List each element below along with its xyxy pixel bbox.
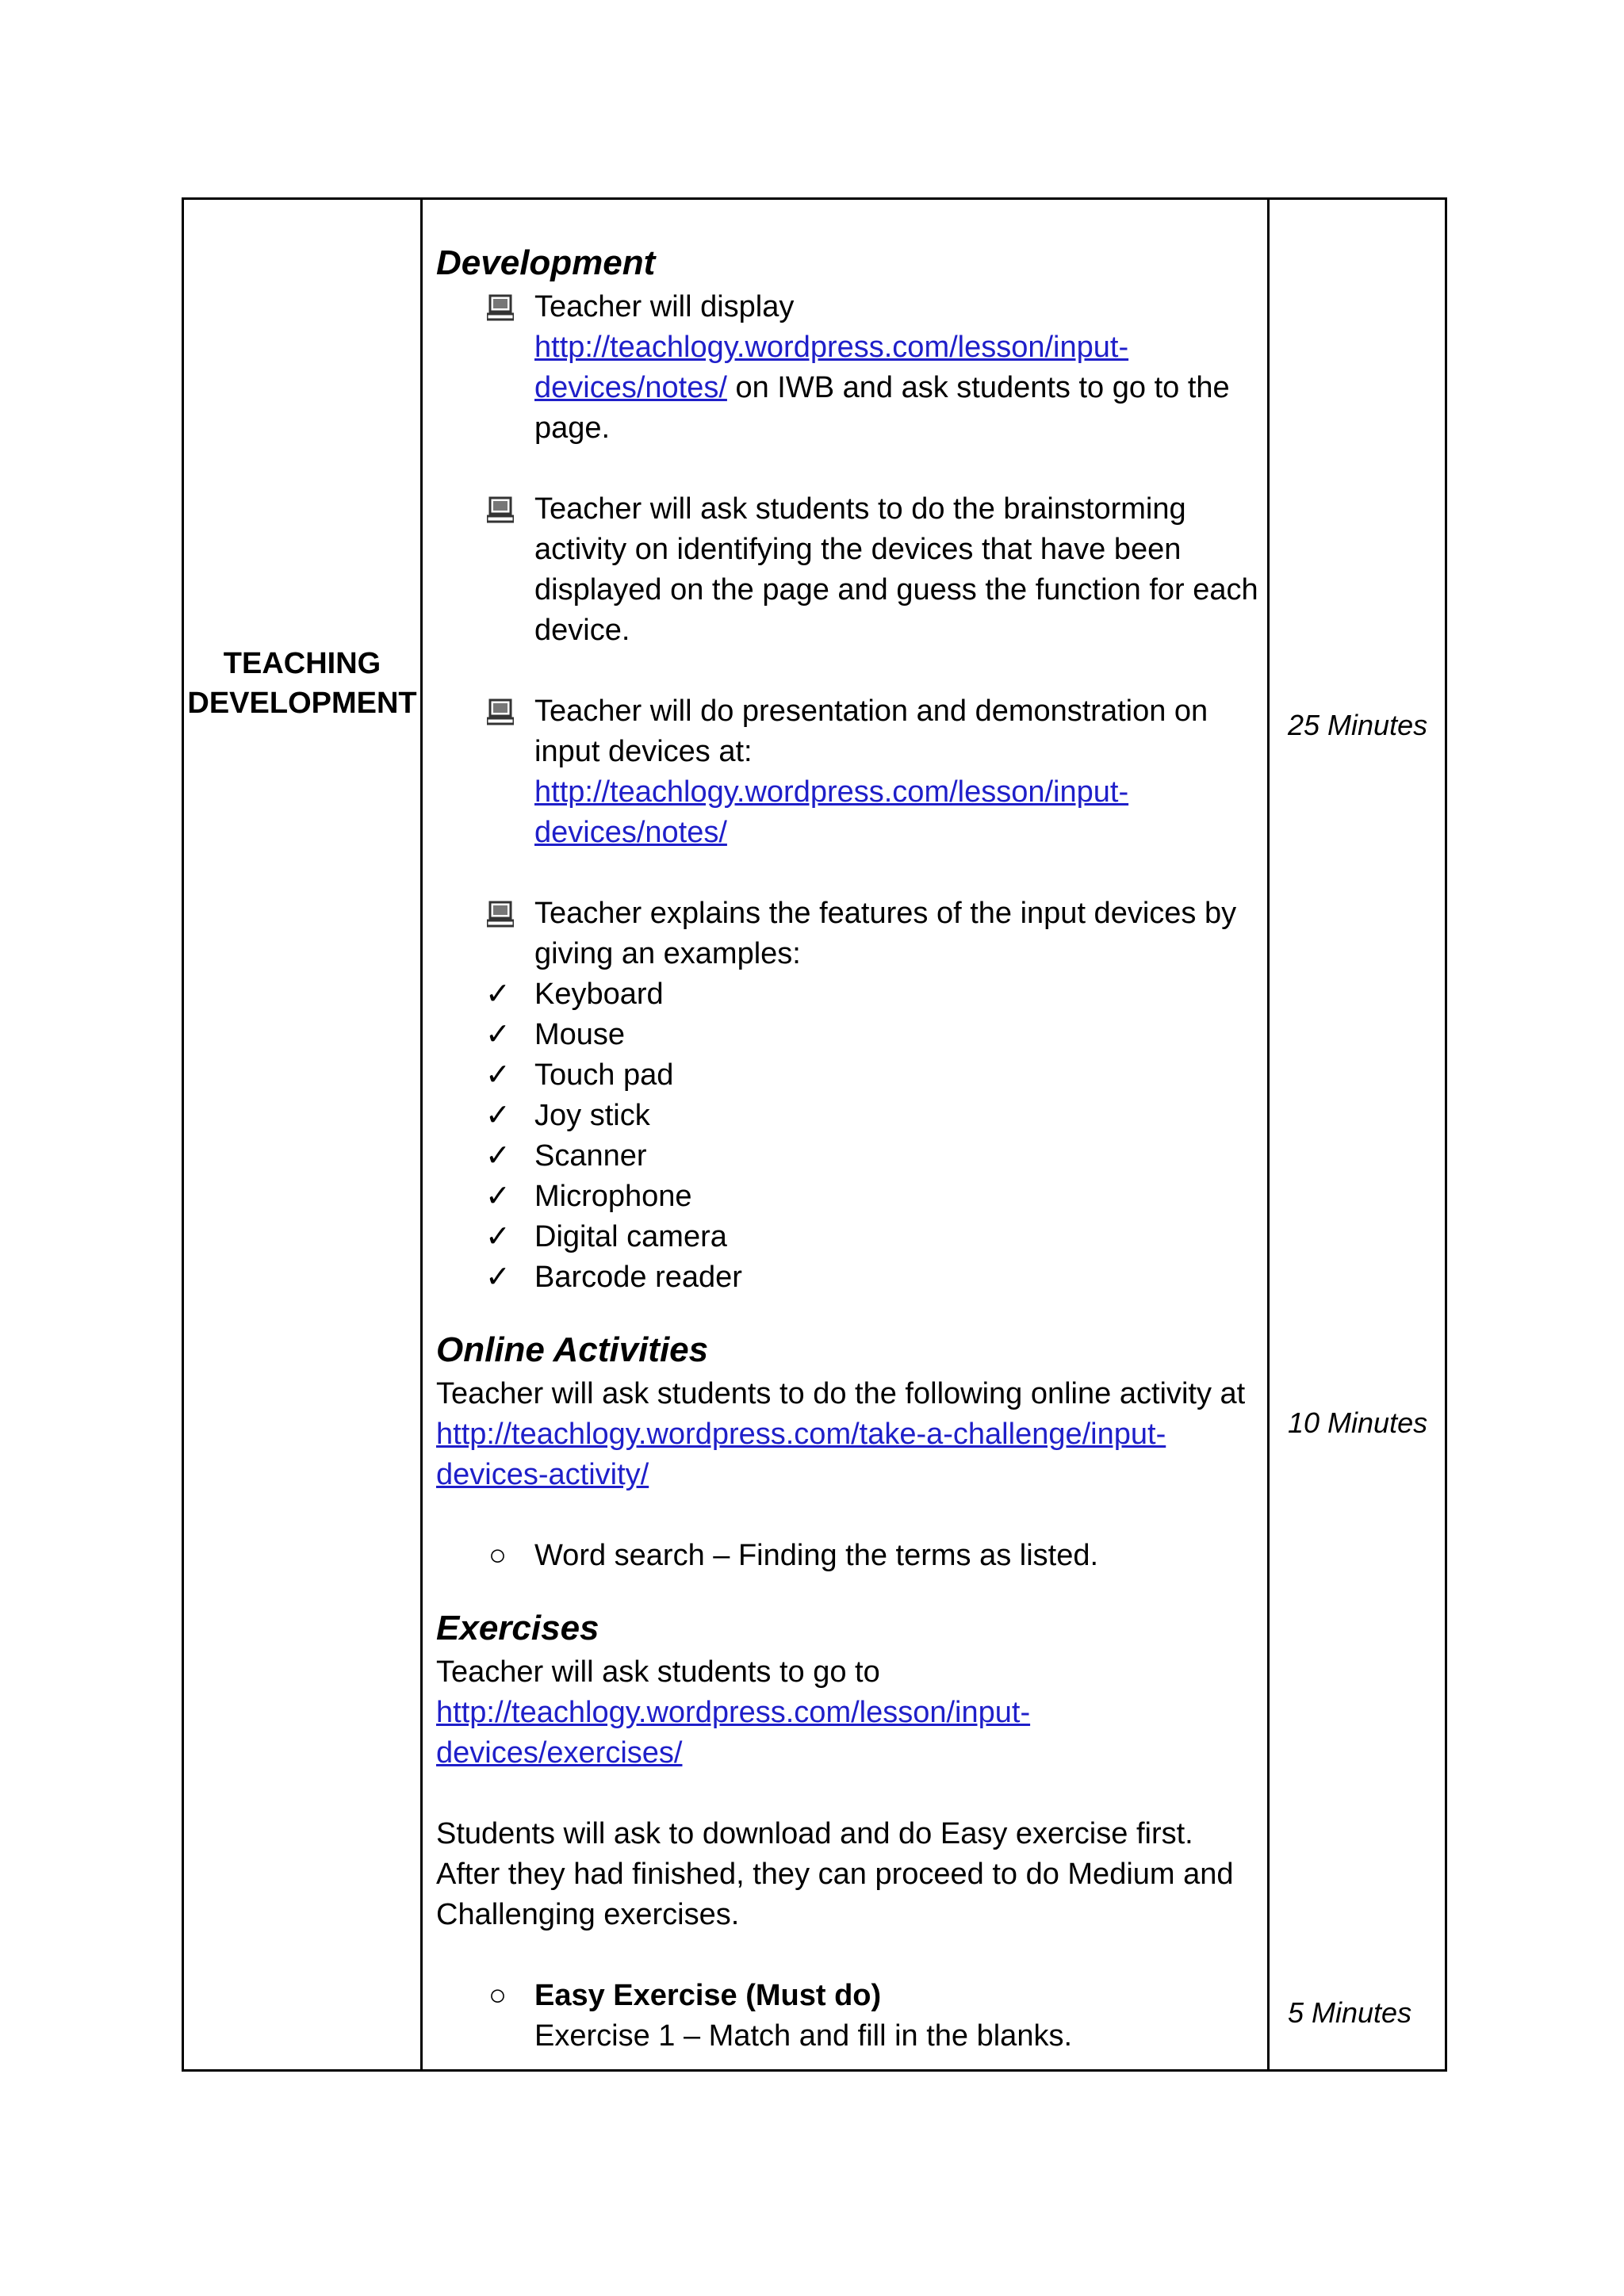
list-item: ✓ Touch pad	[436, 1055, 1261, 1096]
list-item: ✓ Barcode reader	[436, 1257, 1261, 1298]
circle-bullet-icon: ○	[488, 1539, 507, 1572]
development-heading: Development	[436, 243, 656, 282]
online-activities-text: Teacher will ask students to do the following online activity at http://teachlogy.wordpress.com/take-a-challenge/input- devices-activity/	[436, 1377, 1246, 1491]
exercises-link[interactable]: http://teachlogy.wordpress.com/lesson/input-	[436, 1696, 1031, 1729]
column-divider-2	[1267, 200, 1270, 2069]
online-activities-heading: Online Activities	[436, 1330, 709, 1369]
development-item-4-text: Teacher explains the features of the input devices by giving an examples:	[534, 897, 1237, 970]
list-item: ✓ Digital camera	[436, 1217, 1261, 1257]
exercises-paragraph: Students will ask to download and do Easy exercise first. After they had finished, they can proceed to do Medium and Challenging exercises.	[436, 1817, 1234, 1931]
development-item-2-text: Teacher will ask students to do the brainstorming activity on identifying the devices that have been displayed on the page and guess the function for each device.	[534, 492, 1258, 647]
development-item-3	[436, 691, 1261, 853]
list-item: ✓ Scanner	[436, 1136, 1261, 1177]
exercises-link-cont[interactable]: devices/exercises/	[436, 1736, 683, 1770]
development-item-3-text: Teacher will do presentation and demonstration on input devices at:	[534, 695, 1208, 768]
exercises-heading: Exercises	[436, 1609, 599, 1647]
lesson-plan-table	[182, 197, 1447, 2072]
exercises-text: Teacher will ask students to go to http://teachlogy.wordpress.com/lesson/input- devices/exercises/	[436, 1655, 1031, 1770]
stage-label-line2: DEVELOPMENT	[187, 687, 417, 720]
check-icon: ✓	[485, 1180, 511, 1213]
laptop-icon	[487, 900, 514, 928]
development-item-1	[436, 287, 1261, 449]
exercises-time: 5 Minutes	[1288, 1996, 1412, 2029]
development-time: 25 Minutes	[1288, 709, 1428, 741]
check-icon: ✓	[485, 1058, 511, 1092]
development-item-1-after: on IWB and ask students to go to the page.	[534, 371, 1230, 445]
laptop-icon	[487, 293, 514, 322]
development-item-2	[436, 489, 1261, 651]
circle-bullet-icon: ○	[488, 1979, 507, 2012]
notes-link-2-cont[interactable]: devices/notes/	[534, 816, 727, 849]
activity-content	[436, 239, 1261, 2057]
development-item-4	[436, 894, 1261, 974]
development-item-1-text: Teacher will display	[534, 290, 795, 323]
list-item: ✓ Joy stick	[436, 1096, 1261, 1136]
laptop-icon	[487, 698, 514, 726]
stage-label-line1: TEACHING	[223, 647, 381, 680]
easy-exercise-item: ○ Easy Exercise (Must do) Exercise 1 – Match and fill in the blanks.	[436, 1976, 1261, 2057]
notes-link-1-cont[interactable]: devices/notes/	[534, 371, 727, 404]
stage-label	[184, 644, 420, 723]
online-activity-item: ○ Word search – Finding the terms as listed.	[436, 1536, 1261, 1576]
list-item: ✓ Keyboard	[436, 974, 1261, 1015]
notes-link-2[interactable]: http://teachlogy.wordpress.com/lesson/input-	[534, 775, 1129, 809]
activity-link[interactable]: http://teachlogy.wordpress.com/take-a-challenge/input-	[436, 1418, 1166, 1451]
check-icon: ✓	[485, 1139, 511, 1173]
examples-list	[436, 974, 1261, 1298]
laptop-icon	[487, 496, 514, 524]
activity-link-cont[interactable]: devices-activity/	[436, 1458, 649, 1491]
list-item: ✓ Microphone	[436, 1177, 1261, 1217]
check-icon: ✓	[485, 1099, 511, 1132]
check-icon: ✓	[485, 1261, 511, 1294]
notes-link-1[interactable]: http://teachlogy.wordpress.com/lesson/input-	[534, 331, 1129, 364]
check-icon: ✓	[485, 1018, 511, 1051]
check-icon: ✓	[485, 1220, 511, 1253]
online-time: 10 Minutes	[1288, 1406, 1428, 1439]
check-icon: ✓	[485, 978, 511, 1011]
column-divider-1	[420, 200, 423, 2069]
list-item: ✓ Mouse	[436, 1015, 1261, 1055]
